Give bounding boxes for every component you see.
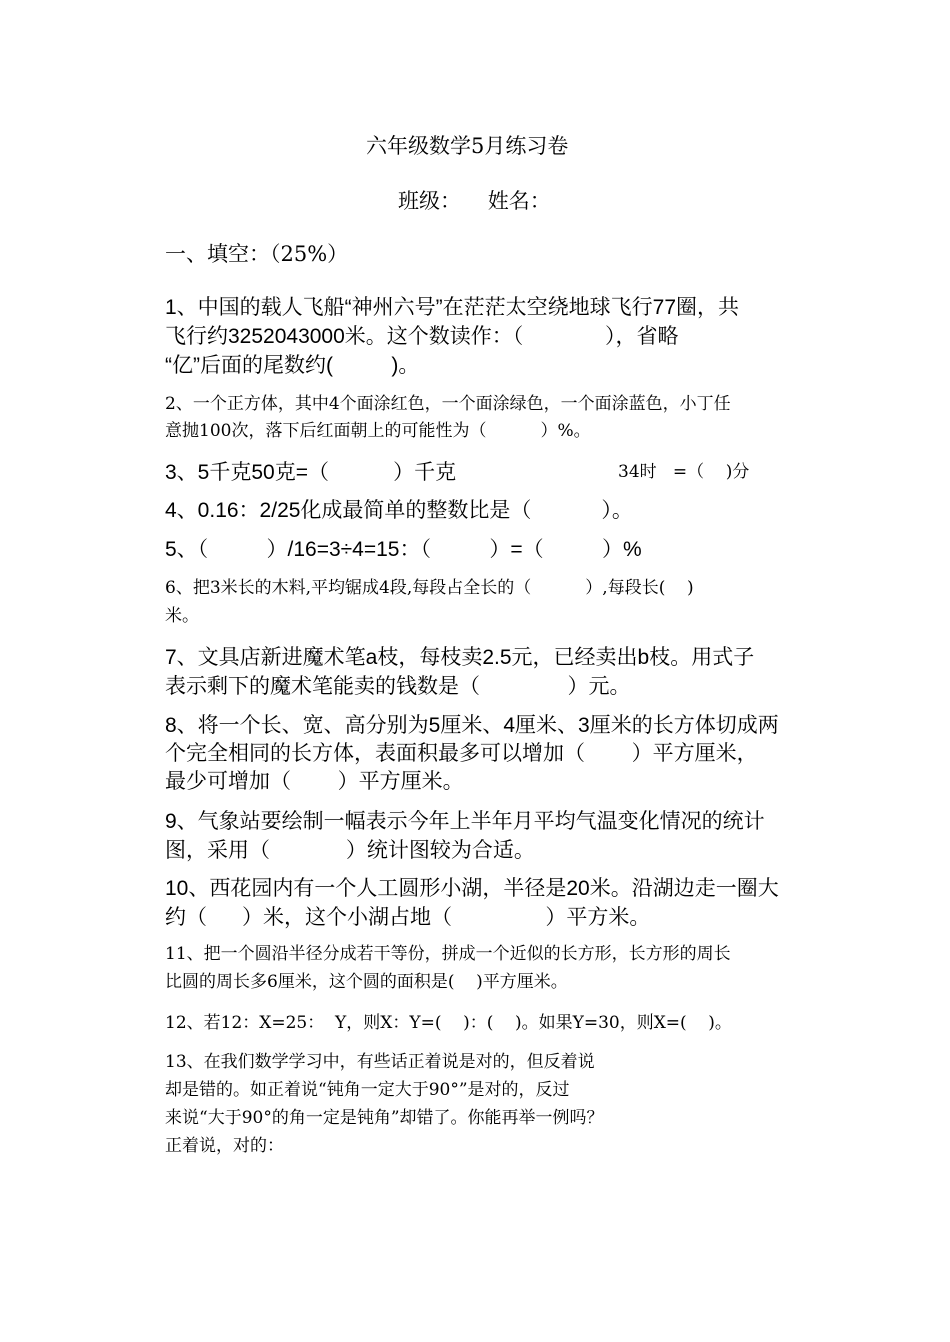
q9-line1: 9、气象站要绘制一幅表示今年上半年月平均气温变化情况的统计 bbox=[165, 810, 765, 833]
q13-line3: 来说“大于90°的角一定是钝角”却错了。你能再举一例吗？ bbox=[165, 1108, 604, 1128]
q12-line: 12、若12：X=25： Y，则X：Y=( )：( )。如果Y=30，则X=( )。 bbox=[165, 1013, 732, 1033]
q10-line2: 约（ ）米，这个小湖占地（ ）平方米。 bbox=[165, 906, 651, 929]
q7-line2: 表示剩下的魔术笔能卖的钱数是（ ）元。 bbox=[165, 675, 631, 698]
q6-line2: 米。 bbox=[165, 606, 199, 626]
q13-line1: 13、在我们数学学习中，有些话正着说是对的，但反着说 bbox=[165, 1052, 595, 1072]
q9-line2: 图，采用（ ）统计图较为合适。 bbox=[165, 839, 535, 862]
q2-line2: 意抛100次，落下后红面朝上的可能性为（ ）%。 bbox=[165, 421, 591, 441]
q8-line1: 8、将一个长、宽、高分别为5厘米、4厘米、3厘米的长方体切成两 bbox=[165, 714, 779, 737]
page-title: 六年级数学5月练习卷 bbox=[366, 134, 569, 158]
q13-line4: 正着说，对的： bbox=[165, 1136, 284, 1156]
q7-line1: 7、文具店新进魔术笔a枝，每枝卖2.5元，已经卖出b枝。用式子 bbox=[165, 646, 755, 669]
q1-line2: 飞行约3252043000米。这个数读作：（ ），省略 bbox=[165, 325, 679, 348]
q8-line3: 最少可增加（ ）平方厘米。 bbox=[165, 770, 464, 793]
q5-line: 5、（ ）/16=3÷4=15：（ ）=（ ）% bbox=[165, 538, 642, 561]
section-heading: 一、填空：（25%） bbox=[165, 242, 349, 266]
q11-line2: 比圆的周长多6厘米，这个圆的面积是( )平方厘米。 bbox=[165, 972, 568, 992]
q6-line1: 6、把3米长的木料,平均锯成4段,每段占全长的（ ）,每段长( ) bbox=[165, 578, 694, 598]
q3-left: 3、5千克50克=（ ）千克 bbox=[165, 461, 457, 484]
q3-right: 34时 =（ )分 bbox=[618, 462, 750, 482]
q8-line2: 个完全相同的长方体，表面积最多可以增加（ ）平方厘米， bbox=[165, 742, 758, 765]
q11-line1: 11、把一个圆沿半径分成若干等份，拼成一个近似的长方形，长方形的周长 bbox=[165, 944, 731, 964]
q13-line2: 却是错的。如正着说“钝角一定大于90°”是对的，反过 bbox=[165, 1080, 570, 1100]
class-name-line: 班级： 姓名： bbox=[398, 189, 551, 213]
q4-line: 4、0.16：2/25化成最简单的整数比是（ ）。 bbox=[165, 499, 633, 522]
q1-line1: 1、中国的载人飞船“神州六号”在茫茫太空绕地球飞行77圈，共 bbox=[165, 296, 740, 319]
q10-line1: 10、西花园内有一个人工圆形小湖，半径是20米。沿湖边走一圈大 bbox=[165, 877, 779, 900]
q1-line3: “亿”后面的尾数约( )。 bbox=[165, 354, 420, 377]
q2-line1: 2、一个正方体，其中4个面涂红色，一个面涂绿色，一个面涂蓝色，小丁任 bbox=[165, 394, 731, 414]
